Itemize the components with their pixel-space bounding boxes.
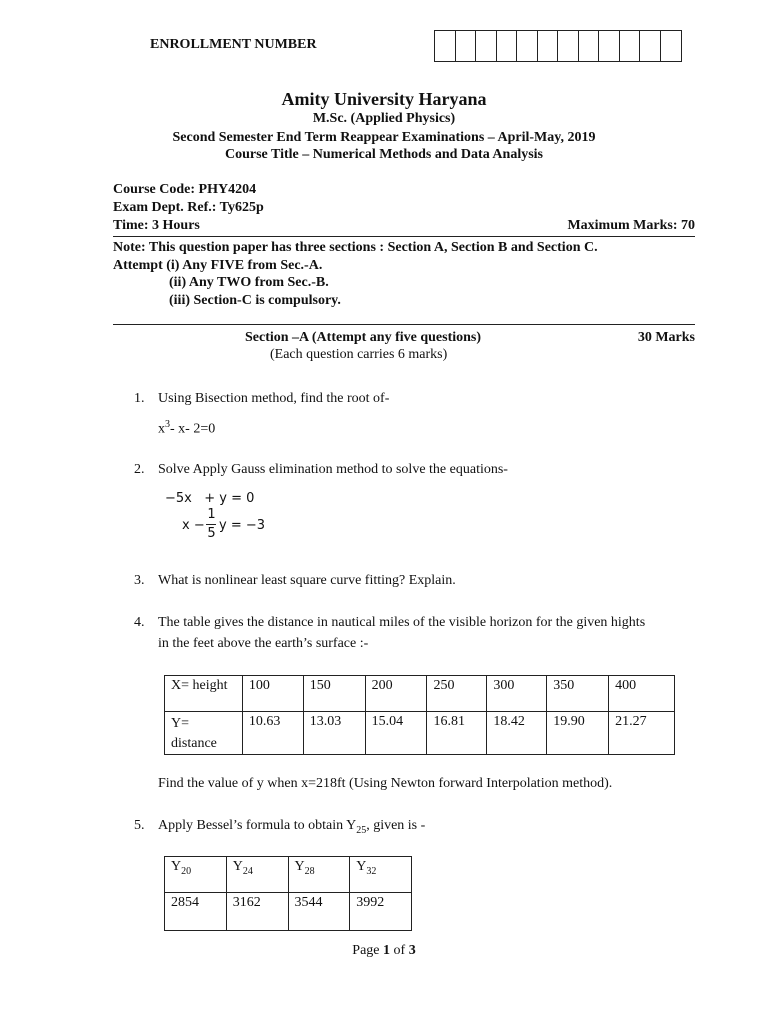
table-cell: 300 xyxy=(487,676,547,712)
horizon-table xyxy=(164,675,675,755)
table-row xyxy=(165,893,412,931)
section-a-marks: 30 Marks xyxy=(637,330,695,345)
equation-2-rhs: y = −3 xyxy=(219,518,266,533)
table-header-cell: $Y_{28}$ xyxy=(288,857,350,893)
table-cell: 13.03 xyxy=(303,712,365,755)
section-a-subtitle: (Each question carries 6 marks) xyxy=(270,347,448,362)
table-row xyxy=(165,712,675,755)
fraction-denominator: 5 xyxy=(207,526,216,541)
question-number: 3. xyxy=(134,573,145,588)
dept-ref: Exam Dept. Ref.: Ty625p xyxy=(113,200,264,215)
course-title: Course Title – Numerical Methods and Data Analysis xyxy=(225,147,543,162)
table-header-cell: $Y_{24}$ xyxy=(226,857,288,893)
fraction-numerator: 1 xyxy=(207,507,216,522)
question-4-text: The table gives the distance in nautical miles of the visible horizon for the given hights xyxy=(158,615,646,630)
equation-1: −5x + y = 0 xyxy=(165,491,255,506)
attempt-2: (ii) Any TWO from Sec.-B. xyxy=(169,275,329,290)
question-1-equation: $x^3-$ x- 2=0 xyxy=(158,419,216,437)
maximum-marks: Maximum Marks: 70 xyxy=(567,218,695,233)
question-2-text: Solve Apply Gauss elimination method to solve the equations- xyxy=(158,462,508,477)
program-name: M.Sc. (Applied Physics) xyxy=(312,111,456,126)
table-cell: 3162 xyxy=(226,893,288,931)
exam-name: Second Semester End Term Reappear Examinations – April-May, 2019 xyxy=(172,130,596,145)
divider xyxy=(113,236,695,237)
table-header-cell: $Y_{20}$ xyxy=(165,857,227,893)
equation-2-lhs: x − xyxy=(182,518,205,533)
table-row xyxy=(165,676,675,712)
enrollment-number-boxes xyxy=(434,30,682,62)
question-number: 5. xyxy=(134,818,145,833)
fraction-bar xyxy=(206,524,216,525)
section-a-title: Section –A (Attempt any five questions) xyxy=(245,330,482,345)
table-cell: Y= distance xyxy=(165,712,243,755)
enrollment-label: ENROLLMENT NUMBER xyxy=(150,37,317,52)
question-number: 4. xyxy=(134,615,145,630)
attempt-1: Attempt (i) Any FIVE from Sec.-A. xyxy=(113,258,323,273)
question-4-footer: Find the value of y when x=218ft (Using Newton forward Interpolation method). xyxy=(158,776,613,791)
table-cell: 250 xyxy=(427,676,487,712)
table-cell: 16.81 xyxy=(427,712,487,755)
attempt-3: (iii) Section-C is compulsory. xyxy=(169,293,341,308)
note: Note: This question paper has three sections : Section A, Section B and Section C. xyxy=(113,240,598,255)
table-row xyxy=(165,857,412,893)
table-cell: 19.90 xyxy=(547,712,609,755)
question-5-text: Apply Bessel’s formula to obtain $Y_{25}$, given is - xyxy=(158,818,426,836)
table-cell: 3992 xyxy=(350,893,412,931)
table-cell: 3544 xyxy=(288,893,350,931)
table-cell: 200 xyxy=(365,676,427,712)
question-number: 1. xyxy=(134,391,145,406)
table-cell: X= height xyxy=(165,676,243,712)
table-cell: 100 xyxy=(242,676,303,712)
table-cell: 150 xyxy=(303,676,365,712)
table-cell: 18.42 xyxy=(487,712,547,755)
exam-time: Time: 3 Hours xyxy=(113,218,200,233)
divider xyxy=(113,324,695,325)
table-cell: 21.27 xyxy=(609,712,675,755)
table-cell: 15.04 xyxy=(365,712,427,755)
table-cell: 10.63 xyxy=(242,712,303,755)
question-3-text: What is nonlinear least square curve fitting? Explain. xyxy=(158,573,456,588)
page-number: Page 1 of 3 xyxy=(352,943,416,958)
university-name: Amity University Haryana xyxy=(281,89,487,109)
table-cell: 350 xyxy=(547,676,609,712)
question-4-text-cont: in the feet above the earth’s surface :- xyxy=(158,636,369,651)
course-code: Course Code: PHY4204 xyxy=(113,182,257,197)
table-cell: 400 xyxy=(609,676,675,712)
table-header-cell: $Y_{32}$ xyxy=(350,857,412,893)
question-number: 2. xyxy=(134,462,145,477)
bessel-table xyxy=(164,856,412,931)
question-1-text: Using Bisection method, find the root of- xyxy=(158,391,390,406)
table-cell: 2854 xyxy=(165,893,227,931)
